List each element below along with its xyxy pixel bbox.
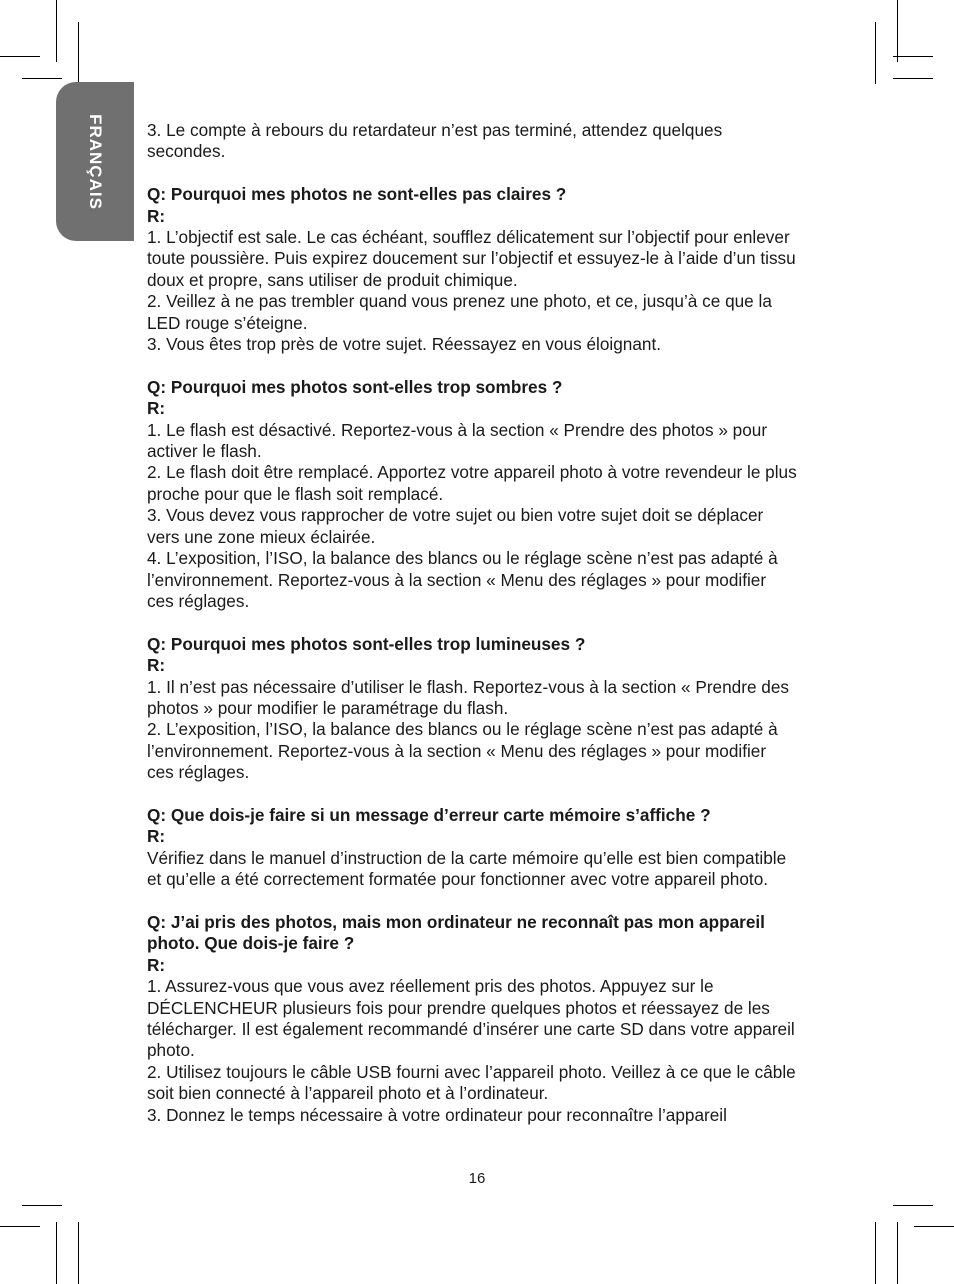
- faq-answer-label: R:: [147, 205, 166, 226]
- crop-mark: [78, 1222, 79, 1284]
- crop-mark: [893, 1205, 933, 1206]
- faq-answer-line: 3. Vous devez vous rapprocher de votre sujet ou bien votre sujet doit se déplacer vers une zone mieux éclairée.: [147, 505, 764, 547]
- crop-mark: [897, 0, 898, 62]
- crop-mark: [78, 22, 79, 84]
- faq-question: Q: Pourquoi mes photos sont-elles trop lumineuses ?: [147, 633, 586, 654]
- crop-mark: [897, 1222, 898, 1284]
- faq-answer-label: R:: [147, 398, 166, 419]
- crop-mark: [875, 1222, 876, 1284]
- crop-mark: [914, 1226, 954, 1227]
- faq-item: [147, 634, 797, 784]
- crop-mark: [22, 1205, 62, 1206]
- faq-answer-line: 3. Vous êtes trop près de votre sujet. Réessayez en vous éloignant.: [147, 334, 662, 355]
- faq-answer-line: 1. L’objectif est sale. Le cas échéant, soufflez délicatement sur l’objectif pour enlever toute poussière. Puis expirez doucement sur l’objectif et essuyez-le à l’aide d’un tissu doux et propre, sans utiliser de produit chimique.: [147, 227, 796, 290]
- faq-item: [147, 805, 797, 891]
- crop-mark: [893, 78, 933, 79]
- faq-answer-line: 2. Veillez à ne pas trembler quand vous prenez une photo, et ce, jusqu’à ce que la LED rouge s’éteigne.: [147, 291, 772, 333]
- faq-item: [147, 912, 797, 1126]
- language-tab: [56, 82, 134, 241]
- faq-answer-line: 4. L’exposition, l’ISO, la balance des blancs ou le réglage scène n’est pas adapté à l’environnement. Reportez-vous à la section « Menu des réglages » pour modifier ces réglages.: [147, 548, 778, 611]
- faq-answer-label: R:: [147, 954, 166, 975]
- faq-answer-line: Vérifiez dans le manuel d’instruction de la carte mémoire qu’elle est bien compatible et qu’elle a été correctement formatée pour fonctionner avec votre appareil photo.: [147, 847, 787, 890]
- crop-mark: [875, 22, 876, 84]
- faq-answer-label: R:: [147, 826, 166, 847]
- crop-mark: [0, 56, 40, 57]
- crop-mark: [22, 78, 62, 79]
- page-number: 16: [468, 1170, 486, 1187]
- faq-answer-label: R:: [147, 655, 166, 676]
- intro-paragraph: 3. Le compte à rebours du retardateur n’est pas terminé, attendez quelques secondes.: [147, 120, 723, 162]
- crop-mark: [56, 1222, 57, 1284]
- faq-answer-line: 1. Il n’est pas nécessaire d’utiliser le flash. Reportez-vous à la section « Prendre des photos » pour modifier le paramétrage du flash.: [147, 676, 789, 718]
- faq-answer-line: 2. Utilisez toujours le câble USB fourni avec l’appareil photo. Veillez à ce que le câble soit bien connecté à l’appareil photo et à l’ordinateur.: [147, 1061, 796, 1104]
- crop-mark: [893, 56, 933, 57]
- faq-question: Q: Que dois-je faire si un message d’erreur carte mémoire s’affiche ?: [147, 804, 711, 825]
- faq-answer-line: 1. Assurez-vous que vous avez réellement pris des photos. Appuyez sur le DÉCLENCHEUR plusieurs fois pour prendre quelques photos et réessayez de les télécharger. Il est également recommandé d’insérer une carte SD dans votre appareil photo.: [147, 976, 795, 1061]
- faq-question: Q: Pourquoi mes photos ne sont-elles pas claires ?: [147, 184, 567, 205]
- faq-item: [147, 184, 797, 355]
- crop-mark: [56, 0, 57, 62]
- page-content: [147, 120, 797, 1126]
- faq-answer-line: 3. Donnez le temps nécessaire à votre ordinateur pour reconnaître l’appareil: [147, 1104, 727, 1125]
- faq-item: [147, 377, 797, 612]
- faq-answer-line: 1. Le flash est désactivé. Reportez-vous à la section « Prendre des photos » pour activer le flash.: [147, 419, 768, 462]
- faq-question: Q: J’ai pris des photos, mais mon ordinateur ne reconnaît pas mon appareil photo. Que dois-je faire ?: [147, 911, 765, 954]
- faq-answer-line: 2. Le flash doit être remplacé. Apportez votre appareil photo à votre revendeur le plus proche pour que le flash soit remplacé.: [147, 462, 797, 504]
- faq-question: Q: Pourquoi mes photos sont-elles trop sombres ?: [147, 376, 563, 397]
- faq-answer-line: 2. L’exposition, l’ISO, la balance des blancs ou le réglage scène n’est pas adapté à l’environnement. Reportez-vous à la section « Menu des réglages » pour modifier ces réglages.: [147, 719, 778, 783]
- crop-mark: [0, 1226, 40, 1227]
- language-tab-label: FRANÇAIS: [86, 113, 105, 210]
